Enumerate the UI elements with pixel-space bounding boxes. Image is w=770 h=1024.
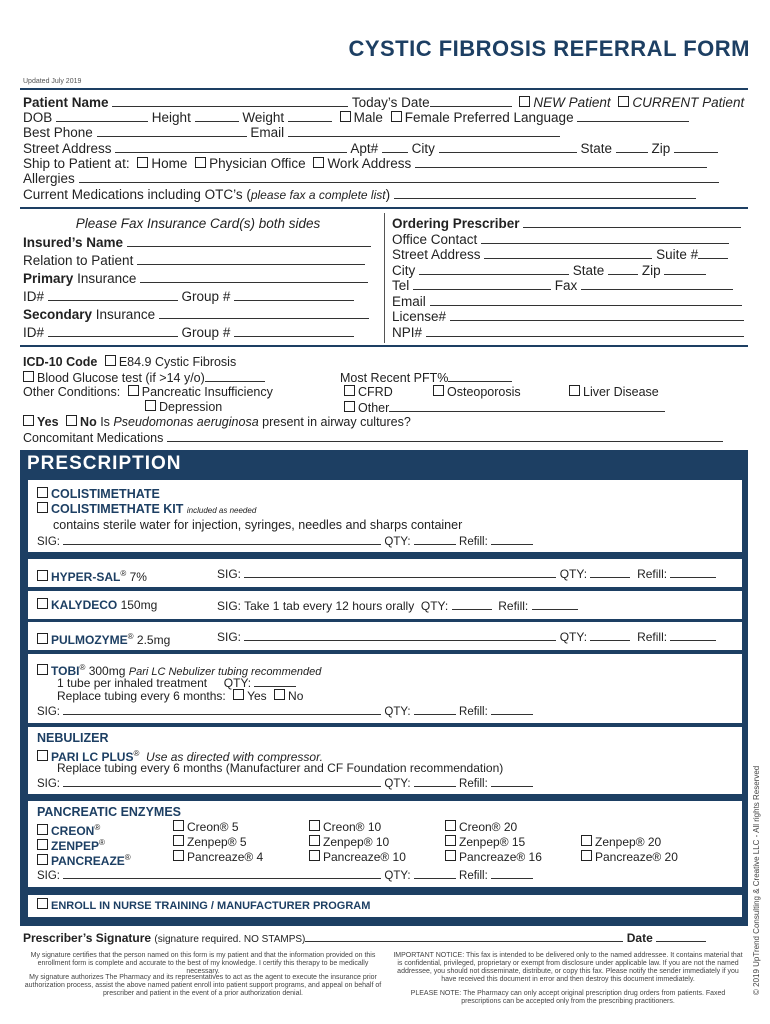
zip-field[interactable]: [674, 141, 718, 153]
tel-row: [392, 278, 748, 293]
primary-row: [23, 271, 373, 286]
depression-label: Depression: [159, 400, 223, 414]
refill-field[interactable]: [670, 566, 716, 578]
nebulizer-label: NEBULIZER: [37, 731, 109, 745]
notice-text: IMPORTANT NOTICE: This fax is intended to be delivered only to the named addressee. It contains material that is confidential, privileged, proprietary or exempt from disclosure under applicable law. If you are not the named addressee, you should not disseminate, distribute, or copy this fax. Please notify the sender immediately if you have received this document in error and then destroy this document immediately.: [393, 952, 743, 983]
sig-label: SIG:: [37, 536, 61, 548]
sig-field[interactable]: [63, 867, 381, 879]
hypersal-dose: 7%: [129, 570, 147, 584]
qty-label: QTY:: [559, 630, 588, 644]
presc-city-row: [392, 263, 748, 278]
insured-field[interactable]: [127, 235, 371, 247]
sig-label: SIG:: [37, 706, 61, 718]
sig-field[interactable]: [244, 566, 556, 578]
qty-label: QTY:: [223, 676, 252, 690]
pancreaze-row: PANCREAZE®: [37, 850, 131, 869]
primary-field[interactable]: [140, 271, 368, 283]
qty-field[interactable]: [590, 629, 630, 641]
colkit-row: [37, 502, 762, 518]
creon10-label: Creon® 10: [323, 820, 382, 834]
presc-city-label: City: [392, 263, 416, 278]
contact-label: Office Contact: [392, 232, 478, 247]
relation-row: [23, 253, 373, 268]
pancreatic-label: Pancreatic Insufficiency: [141, 385, 273, 399]
pari-sig-row: [37, 775, 762, 792]
language-label: Preferred Language: [453, 110, 574, 125]
new-patient-label: NEW Patient: [533, 95, 611, 110]
colistimethate-checkbox[interactable]: [37, 487, 48, 498]
depression-group: [141, 400, 222, 415]
cfrd-checkbox[interactable]: [344, 385, 355, 396]
meds-field[interactable]: [394, 187, 696, 199]
pulmozyme-row: PULMOZYME® 2.5mg SIG: QTY: Refill:: [37, 629, 762, 648]
copyright-text: © 2019 UpTrend Consulting & Creative LLC - All rights Reserved: [752, 765, 761, 995]
primary-group-label: Group #: [181, 289, 231, 304]
office-checkbox[interactable]: [195, 157, 206, 168]
hypersal-checkbox[interactable]: [37, 570, 48, 581]
hypersal-row: HYPER-SAL® 7% SIG: QTY: Refill:: [37, 566, 762, 585]
qty-label: QTY:: [384, 870, 411, 882]
tobi-row: TOBI® 300mg Pari LC Nebulizer tubing recommended: [37, 660, 762, 680]
pz10-label: Pancreaze® 10: [323, 850, 406, 864]
patient-row-6: [23, 171, 748, 186]
new-patient-checkbox[interactable]: [519, 96, 530, 107]
zen15-option[interactable]: [445, 835, 525, 850]
creon-row: CREON®: [37, 820, 100, 839]
weight-label: Weight: [242, 110, 285, 125]
qty-label: QTY:: [384, 706, 411, 718]
sig-field[interactable]: [63, 703, 381, 715]
sig-label: SIG:: [37, 870, 61, 882]
phone-field[interactable]: [97, 125, 247, 137]
secondary-group-label: Group #: [181, 325, 231, 340]
kalydeco-dose: 150mg: [120, 598, 158, 612]
license-row: [392, 309, 748, 324]
secondary-id-field[interactable]: [48, 325, 178, 337]
insurance-header: [23, 216, 373, 231]
primary-id-field[interactable]: [48, 289, 178, 301]
pseudo-text-1: Is: [100, 415, 114, 429]
pseudo-organism: Pseudomonas aeruginosa: [113, 415, 259, 429]
presc-zip-label: Zip: [641, 263, 661, 278]
prescription-header: PRESCRIPTION: [27, 453, 182, 474]
nebulizer-title: [37, 731, 762, 746]
male-label: Male: [353, 110, 383, 125]
liver-checkbox[interactable]: [569, 385, 580, 396]
presc-street-field[interactable]: [484, 247, 652, 259]
pft-label: Most Recent PFT%: [340, 371, 449, 385]
pancreaze-label: PANCREAZE: [51, 854, 125, 868]
home-checkbox[interactable]: [137, 157, 148, 168]
fax-label: Fax: [554, 278, 578, 293]
allergies-label: Allergies: [23, 171, 75, 186]
qty-field[interactable]: [414, 867, 456, 879]
female-label: Female: [404, 110, 450, 125]
patient-row-1: [23, 95, 748, 110]
refill-field[interactable]: [491, 703, 533, 715]
certification-text: My signature certifies that the person named on this form is my patient and that the information provided on this enrollment form is complete and accurate to the best of my knowledge. I certify this therapy to be medically necessary.: [30, 952, 376, 975]
enzymes-label: PANCREATIC ENZYMES: [37, 805, 181, 819]
qty-label: QTY:: [384, 778, 411, 790]
creon20-option[interactable]: [445, 820, 517, 835]
pft-group: [340, 370, 512, 386]
tel-field[interactable]: [413, 278, 551, 290]
presc-street-row: [392, 247, 748, 262]
qty-field[interactable]: [590, 566, 630, 578]
today-field[interactable]: [430, 95, 512, 107]
refill-field[interactable]: [491, 867, 533, 879]
conditions-row: [23, 385, 748, 400]
primary-id-label: ID#: [23, 289, 45, 304]
osteo-label: Osteoporosis: [447, 385, 521, 399]
hypersal-label: HYPER-SAL: [51, 570, 121, 584]
relation-label: Relation to Patient: [23, 253, 134, 268]
title-rule: [20, 88, 748, 90]
pulmozyme-sig: [217, 629, 716, 645]
colkit-label: COLISTIMETHATE KIT: [51, 502, 184, 516]
liver-group: [565, 385, 659, 400]
liver-label: Liver Disease: [583, 385, 659, 399]
colistimethate-sig-row: [37, 533, 762, 550]
pari-label: PARI LC PLUS: [51, 750, 134, 764]
language-field[interactable]: [577, 110, 689, 122]
zenpep-checkbox[interactable]: [37, 839, 48, 850]
suite-label: Suite #: [656, 247, 699, 262]
sig-label: SIG:: [37, 778, 61, 790]
zip-label: Zip: [651, 141, 671, 156]
creon5-label: Creon® 5: [187, 820, 239, 834]
enroll-row: [37, 898, 762, 914]
kalydeco-checkbox[interactable]: [37, 598, 48, 609]
primary-id-row: [23, 289, 373, 304]
tobi-line2: 1 tube per inhaled treatment: [57, 676, 208, 690]
ordering-label: Ordering Prescriber: [392, 216, 520, 231]
yes-label: Yes: [37, 415, 59, 429]
dob-field[interactable]: [56, 110, 148, 122]
pari-row: PARI LC PLUS® Use as directed with compressor.: [37, 746, 762, 765]
refill-field[interactable]: [491, 533, 533, 545]
kalydeco-row: [37, 598, 762, 613]
sig-label: SIG:: [217, 567, 242, 581]
pseudo-text-3: present in airway cultures?: [258, 415, 411, 429]
patient-name-field[interactable]: [112, 95, 348, 107]
icd-label: ICD-10 Code: [23, 355, 98, 369]
enzymes-title: [37, 805, 762, 820]
presc-state-label: State: [572, 263, 605, 278]
creon10-option[interactable]: [309, 820, 381, 835]
enroll-checkbox[interactable]: [37, 898, 48, 909]
patient-row-4: [23, 141, 748, 156]
secondary-insurance-word: Insurance: [95, 307, 156, 322]
column-divider: [384, 213, 385, 343]
qty-field[interactable]: [452, 598, 492, 610]
patient-name-label: Patient Name: [23, 95, 109, 110]
ordering-field[interactable]: [523, 216, 741, 228]
refill-label: Refill:: [459, 706, 488, 718]
glucose-field[interactable]: [205, 370, 265, 382]
refill-label: Refill:: [637, 567, 668, 581]
qty-field[interactable]: [414, 703, 456, 715]
email-field[interactable]: [288, 125, 560, 137]
work-field[interactable]: [415, 156, 707, 168]
other-conditions-label: Other Conditions:: [23, 385, 121, 399]
npi-row: [392, 325, 748, 340]
presc-city-field[interactable]: [419, 263, 569, 275]
pz20-option[interactable]: [581, 850, 678, 865]
zenpep-label: ZENPEP: [51, 839, 100, 853]
work-label: Work Address: [327, 156, 412, 171]
pft-field[interactable]: [448, 370, 512, 382]
tobi-no-checkbox[interactable]: [274, 689, 285, 700]
creon5-option[interactable]: [173, 820, 239, 835]
section-rule: [20, 207, 748, 209]
colistimethate-row: [37, 487, 762, 502]
home-label: Home: [151, 156, 188, 171]
refill-label: Refill:: [637, 630, 668, 644]
relation-field[interactable]: [137, 253, 365, 265]
secondary-field[interactable]: [159, 307, 369, 319]
tobi-note: Pari LC Nebulizer tubing recommended: [128, 666, 322, 678]
secondary-group-field[interactable]: [234, 325, 354, 337]
cfrd-label: CFRD: [358, 385, 393, 399]
pulmozyme-dose: 2.5mg: [136, 633, 171, 647]
suite-field[interactable]: [698, 247, 728, 259]
pari-note: Use as directed with compressor.: [146, 750, 323, 764]
fax-insurance-note: Please Fax Insurance Card(s) both sides: [75, 216, 321, 231]
refill-label: Refill:: [498, 599, 529, 613]
work-checkbox[interactable]: [313, 157, 324, 168]
tobi-yes-label: Yes: [247, 689, 267, 703]
depression-checkbox[interactable]: [145, 400, 156, 411]
presc-email-label: Email: [392, 294, 426, 309]
email-label: Email: [250, 125, 285, 140]
presc-email-row: [392, 294, 748, 309]
patient-row-5: [23, 156, 748, 171]
presc-zip-field[interactable]: [664, 263, 706, 275]
other-checkbox[interactable]: [344, 401, 355, 412]
male-checkbox[interactable]: [340, 111, 351, 122]
pari-line: Replace tubing every 6 months (Manufacturer and CF Foundation recommendation): [57, 761, 504, 775]
zen5-label: Zenpep® 5: [187, 835, 247, 849]
meds-note: please fax a complete list: [250, 188, 386, 202]
concomitant-field[interactable]: [167, 430, 723, 442]
refill-label: Refill:: [459, 536, 488, 548]
zen5-option[interactable]: [173, 835, 247, 850]
pz10-option[interactable]: [309, 850, 406, 865]
glucose-row: [23, 370, 748, 386]
zen10-label: Zenpep® 10: [323, 835, 390, 849]
contact-row: [392, 232, 748, 247]
allergies-field[interactable]: [79, 171, 719, 183]
tobi-line3: Replace tubing every 6 months:: [57, 689, 226, 703]
sig-field[interactable]: [63, 533, 381, 545]
cfrd-group: [340, 385, 393, 400]
fax-field[interactable]: [581, 278, 733, 290]
ordering-row: [392, 216, 748, 231]
primary-label: Primary: [23, 271, 74, 286]
npi-field[interactable]: [426, 325, 744, 337]
icd-checkbox[interactable]: [105, 355, 116, 366]
secondary-id-label: ID#: [23, 325, 45, 340]
npi-label: NPI#: [392, 325, 423, 340]
updated-date: Updated July 2019: [23, 78, 82, 85]
today-label: Today’s Date: [351, 95, 430, 110]
cf-label: E84.9 Cystic Fibrosis: [118, 355, 237, 369]
ship-label: Ship to Patient at:: [23, 156, 130, 171]
tobi-label: TOBI: [51, 664, 80, 678]
apt-field[interactable]: [382, 141, 408, 153]
other-label: Other: [358, 401, 390, 415]
signature-field[interactable]: [305, 930, 623, 942]
zen10-option[interactable]: [309, 835, 389, 850]
pulmozyme-label: PULMOZYME: [51, 633, 128, 647]
refill-field[interactable]: [532, 598, 578, 610]
presc-street-label: Street Address: [392, 247, 481, 262]
height-label: Height: [151, 110, 191, 125]
pancreaze-checkbox[interactable]: [37, 854, 48, 865]
signature-label: Prescriber’s Signature: [23, 931, 152, 945]
tel-label: Tel: [392, 278, 410, 293]
authorization-text: My signature authorizes The Pharmacy and its representatives to act as the agent to execute the insurance prior authorization process, assist the above named patient enroll into patient support programs, and appeal on behalf of prescriber and patient in the event of a prior authorization denial.: [24, 974, 382, 997]
colkit-checkbox[interactable]: [37, 502, 48, 513]
no-label: No: [80, 415, 97, 429]
pancreatic-checkbox[interactable]: [128, 385, 139, 396]
pseudo-row: [23, 415, 748, 430]
other-field[interactable]: [389, 400, 665, 412]
secondary-id-row: [23, 325, 373, 340]
qty-field[interactable]: [254, 675, 296, 687]
tobi-checkbox[interactable]: [37, 664, 48, 675]
signature-note: (signature required. NO STAMPS): [154, 934, 306, 945]
secondary-row: [23, 307, 373, 322]
qty-label: QTY:: [384, 536, 411, 548]
sig-label: SIG:: [217, 630, 242, 644]
city-label: City: [411, 141, 435, 156]
other-group: [340, 400, 665, 416]
kalydeco-label: KALYDECO: [51, 598, 118, 612]
qty-field[interactable]: [414, 775, 456, 787]
date-field[interactable]: [656, 930, 706, 942]
kalydeco-sig-text: SIG: Take 1 tab every 12 hours orally: [217, 599, 415, 613]
presc-state-field[interactable]: [608, 263, 638, 275]
presc-email-field[interactable]: [430, 294, 742, 306]
colkit-note: included as needed: [186, 506, 257, 515]
patient-row-2: [23, 110, 748, 125]
tobi-yes-checkbox[interactable]: [233, 689, 244, 700]
glucose-checkbox[interactable]: [23, 371, 34, 382]
pz20-label: Pancreaze® 20: [595, 850, 678, 864]
osteo-group: [429, 385, 521, 400]
tobi-dose: 300mg: [88, 664, 126, 678]
meds-label: Current Medications including OTC’s (: [23, 187, 251, 202]
license-label: License#: [392, 309, 447, 324]
please-note-text: PLEASE NOTE: The Pharmacy can only accept original prescription drug orders from patients. Faxed prescriptions can be accepted only from the prescribing practitioners.: [410, 990, 726, 1005]
patient-row-3: [23, 125, 748, 140]
pulmozyme-checkbox[interactable]: [37, 633, 48, 644]
zen20-label: Zenpep® 20: [595, 835, 662, 849]
insured-row: [23, 235, 373, 250]
tobi-sig-row: [37, 703, 762, 720]
concomitant-label: Concomitant Medications: [23, 431, 164, 445]
creon20-label: Creon® 20: [459, 820, 518, 834]
qty-field[interactable]: [414, 533, 456, 545]
current-patient-label: CURRENT Patient: [632, 95, 745, 110]
dob-label: DOB: [23, 110, 53, 125]
street-label: Street Address: [23, 141, 112, 156]
enroll-label: ENROLL IN NURSE TRAINING / MANUFACTURER PROGRAM: [51, 900, 371, 912]
no-checkbox[interactable]: [66, 415, 77, 426]
patient-row-7: [23, 187, 748, 203]
current-patient-checkbox[interactable]: [618, 96, 629, 107]
kalydeco-sig: [217, 598, 578, 614]
enzymes-sig-row: [37, 867, 762, 884]
colistimethate-label: COLISTIMETHATE: [51, 487, 160, 501]
secondary-label: Secondary: [23, 307, 93, 322]
height-field[interactable]: [195, 110, 239, 122]
state-label: State: [580, 141, 612, 156]
license-field[interactable]: [450, 309, 744, 321]
qty-label: QTY:: [559, 567, 588, 581]
refill-field[interactable]: [491, 775, 533, 787]
concomitant-row: [23, 430, 748, 446]
tobi-no-label: No: [288, 689, 304, 703]
apt-label: Apt#: [350, 141, 379, 156]
colkit-contains: contains sterile water for injection, syringes, needles and sharps container: [53, 518, 463, 532]
tobi-line3-row: [57, 689, 770, 704]
refill-label: Refill:: [459, 870, 488, 882]
zen20-option[interactable]: [581, 835, 661, 850]
primary-insurance-word: Insurance: [77, 271, 137, 286]
hypersal-sig: [217, 566, 716, 582]
form-title: CYSTIC FIBROSIS REFERRAL FORM: [348, 36, 750, 61]
zenpep-row: ZENPEP®: [37, 835, 105, 854]
office-label: Physician Office: [209, 156, 306, 171]
pz16-label: Pancreaze® 16: [459, 850, 542, 864]
sig-field[interactable]: [63, 775, 381, 787]
state-field[interactable]: [616, 141, 648, 153]
meds-end: ): [385, 187, 391, 202]
creon-checkbox[interactable]: [37, 824, 48, 835]
icd-row: [23, 355, 748, 370]
sig-field[interactable]: [244, 629, 556, 641]
qty-label: QTY:: [420, 599, 449, 613]
osteo-checkbox[interactable]: [433, 385, 444, 396]
phone-label: Best Phone: [23, 125, 93, 140]
pz4-label: Pancreaze® 4: [187, 850, 264, 864]
signature-row: [23, 930, 748, 947]
pz4-option[interactable]: [173, 850, 263, 865]
date-label: Date: [626, 931, 653, 945]
pari-checkbox[interactable]: [37, 750, 48, 761]
pz16-option[interactable]: [445, 850, 542, 865]
street-field[interactable]: [115, 141, 347, 153]
creon-label: CREON: [51, 824, 95, 838]
zen15-label: Zenpep® 15: [459, 835, 526, 849]
yes-checkbox[interactable]: [23, 415, 34, 426]
glucose-label: Blood Glucose test (if >14 y/o): [37, 371, 205, 385]
primary-group-field[interactable]: [234, 289, 354, 301]
section-rule-2: [20, 345, 748, 347]
refill-label: Refill:: [459, 778, 488, 790]
weight-field[interactable]: [288, 110, 332, 122]
city-field[interactable]: [439, 141, 577, 153]
refill-field[interactable]: [670, 629, 716, 641]
enzymes-grid: [37, 820, 737, 870]
insured-label: Insured’s Name: [23, 235, 124, 250]
female-checkbox[interactable]: [391, 111, 402, 122]
contact-field[interactable]: [481, 232, 729, 244]
